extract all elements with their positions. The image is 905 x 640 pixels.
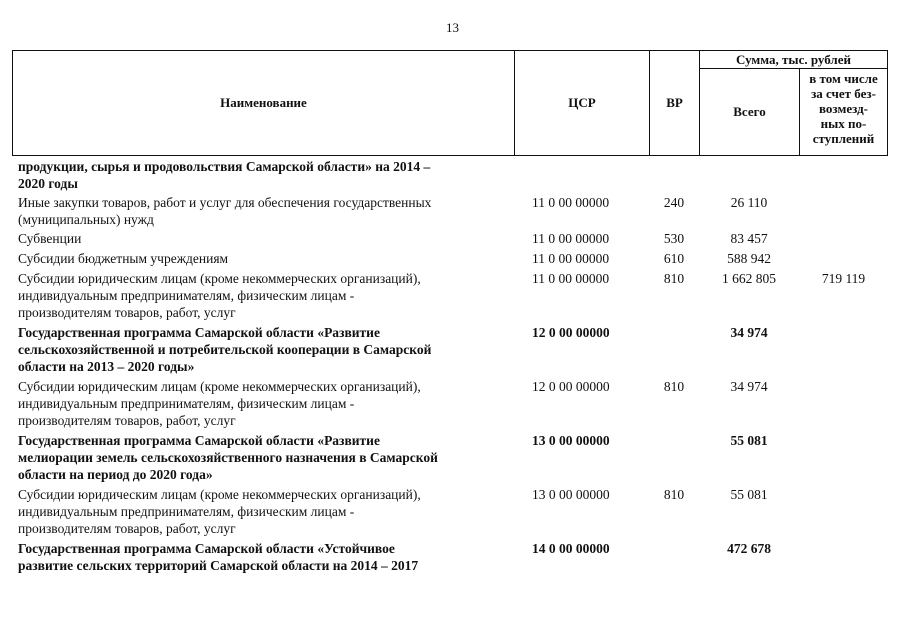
row-name bbox=[18, 540, 512, 574]
row-vr: 810 bbox=[663, 271, 685, 286]
row-name bbox=[18, 250, 512, 267]
row-vr: 810 bbox=[663, 487, 685, 502]
row-total: 26 110 bbox=[730, 195, 768, 210]
row-name-line: мелиорации земель сельскохозяйственного назначения в Самарской bbox=[18, 450, 438, 465]
row-name-line: области на период до 2020 года» bbox=[18, 467, 213, 482]
row-name-line: индивидуальным предпринимателям, физическим лицам - bbox=[18, 288, 355, 303]
row-name-line: продукции, сырья и продовольствия Самарской области» на 2014 – bbox=[18, 159, 431, 174]
row-total: 588 942 bbox=[727, 251, 771, 266]
row-csr: 14 0 00 00000 bbox=[532, 541, 610, 556]
row-vr: 610 bbox=[663, 251, 685, 266]
header-csr: ЦСР bbox=[515, 51, 650, 155]
row-name-line: Государственная программа Самарской области «Развитие bbox=[18, 433, 380, 448]
row-csr: 11 0 00 00000 bbox=[532, 195, 610, 210]
row-name-line: области на 2013 – 2020 годы» bbox=[18, 359, 195, 374]
row-vr: 810 bbox=[663, 379, 685, 394]
row-name bbox=[18, 378, 512, 429]
header-sum: Сумма, тыс. рублей bbox=[700, 51, 887, 69]
row-total: 55 081 bbox=[730, 433, 768, 448]
header-vr: ВР bbox=[650, 51, 700, 155]
row-total: 1 662 805 bbox=[722, 271, 776, 286]
page-number: 13 bbox=[446, 20, 459, 35]
row-name-line: Государственная программа Самарской области «Устойчивое bbox=[18, 541, 395, 556]
row-name bbox=[18, 194, 512, 228]
row-name-line: Иные закупки товаров, работ и услуг для обеспечения государственных bbox=[18, 195, 432, 210]
row-vr: 530 bbox=[663, 231, 685, 246]
header-name: Наименование bbox=[13, 51, 515, 155]
row-name-line: производителям товаров, работ, услуг bbox=[18, 305, 236, 320]
row-csr: 12 0 00 00000 bbox=[532, 325, 610, 340]
row-name-line: сельскохозяйственной и потребительской кооперации в Самарской bbox=[18, 342, 432, 357]
row-csr: 11 0 00 00000 bbox=[532, 251, 610, 266]
table-header bbox=[12, 50, 888, 156]
row-name-line: (муниципальных) нужд bbox=[18, 212, 154, 227]
row-total: 472 678 bbox=[727, 541, 771, 556]
row-total: 34 974 bbox=[730, 379, 768, 394]
row-name bbox=[18, 158, 512, 192]
row-csr: 13 0 00 00000 bbox=[532, 433, 610, 448]
row-nonrepayable: 719 119 bbox=[821, 271, 866, 286]
row-name-line: производителям товаров, работ, услуг bbox=[18, 413, 236, 428]
header-nonrepayable bbox=[800, 69, 887, 155]
header-nonrepayable-line: в том числе bbox=[809, 71, 878, 86]
row-name-line: 2020 годы bbox=[18, 176, 78, 191]
row-total: 83 457 bbox=[730, 231, 768, 246]
header-total: Всего bbox=[700, 69, 800, 155]
row-name-line: Субсидии юридическим лицам (кроме некоммерческих организаций), bbox=[18, 487, 421, 502]
header-nonrepayable-line: возмезд- bbox=[819, 101, 868, 116]
row-name-line: Государственная программа Самарской области «Развитие bbox=[18, 325, 380, 340]
header-nonrepayable-line: за счет без- bbox=[811, 86, 876, 101]
row-name-line: Субсидии юридическим лицам (кроме некоммерческих организаций), bbox=[18, 379, 421, 394]
row-total: 55 081 bbox=[730, 487, 768, 502]
row-name bbox=[18, 230, 512, 247]
row-csr: 11 0 00 00000 bbox=[532, 231, 610, 246]
row-csr: 13 0 00 00000 bbox=[532, 487, 610, 502]
row-csr: 12 0 00 00000 bbox=[532, 379, 610, 394]
row-name-line: Субсидии бюджетным учреждениям bbox=[18, 251, 229, 266]
row-name-line: индивидуальным предпринимателям, физическим лицам - bbox=[18, 504, 355, 519]
row-name-line: индивидуальным предпринимателям, физическим лицам - bbox=[18, 396, 355, 411]
row-name-line: Субвенции bbox=[18, 231, 82, 246]
row-name bbox=[18, 270, 512, 321]
row-name-line: Субсидии юридическим лицам (кроме некоммерческих организаций), bbox=[18, 271, 421, 286]
row-csr: 11 0 00 00000 bbox=[532, 271, 610, 286]
row-name bbox=[18, 432, 512, 483]
row-name bbox=[18, 486, 512, 537]
header-nonrepayable-line: ных по- bbox=[820, 116, 867, 131]
row-name-line: производителям товаров, работ, услуг bbox=[18, 521, 236, 536]
budget-table bbox=[12, 50, 888, 573]
header-nonrepayable-line: ступлений bbox=[812, 131, 875, 146]
row-vr: 240 bbox=[663, 195, 685, 210]
row-total: 34 974 bbox=[730, 325, 768, 340]
row-name bbox=[18, 324, 512, 375]
row-name-line: развитие сельских территорий Самарской области на 2014 – 2017 bbox=[18, 558, 419, 573]
